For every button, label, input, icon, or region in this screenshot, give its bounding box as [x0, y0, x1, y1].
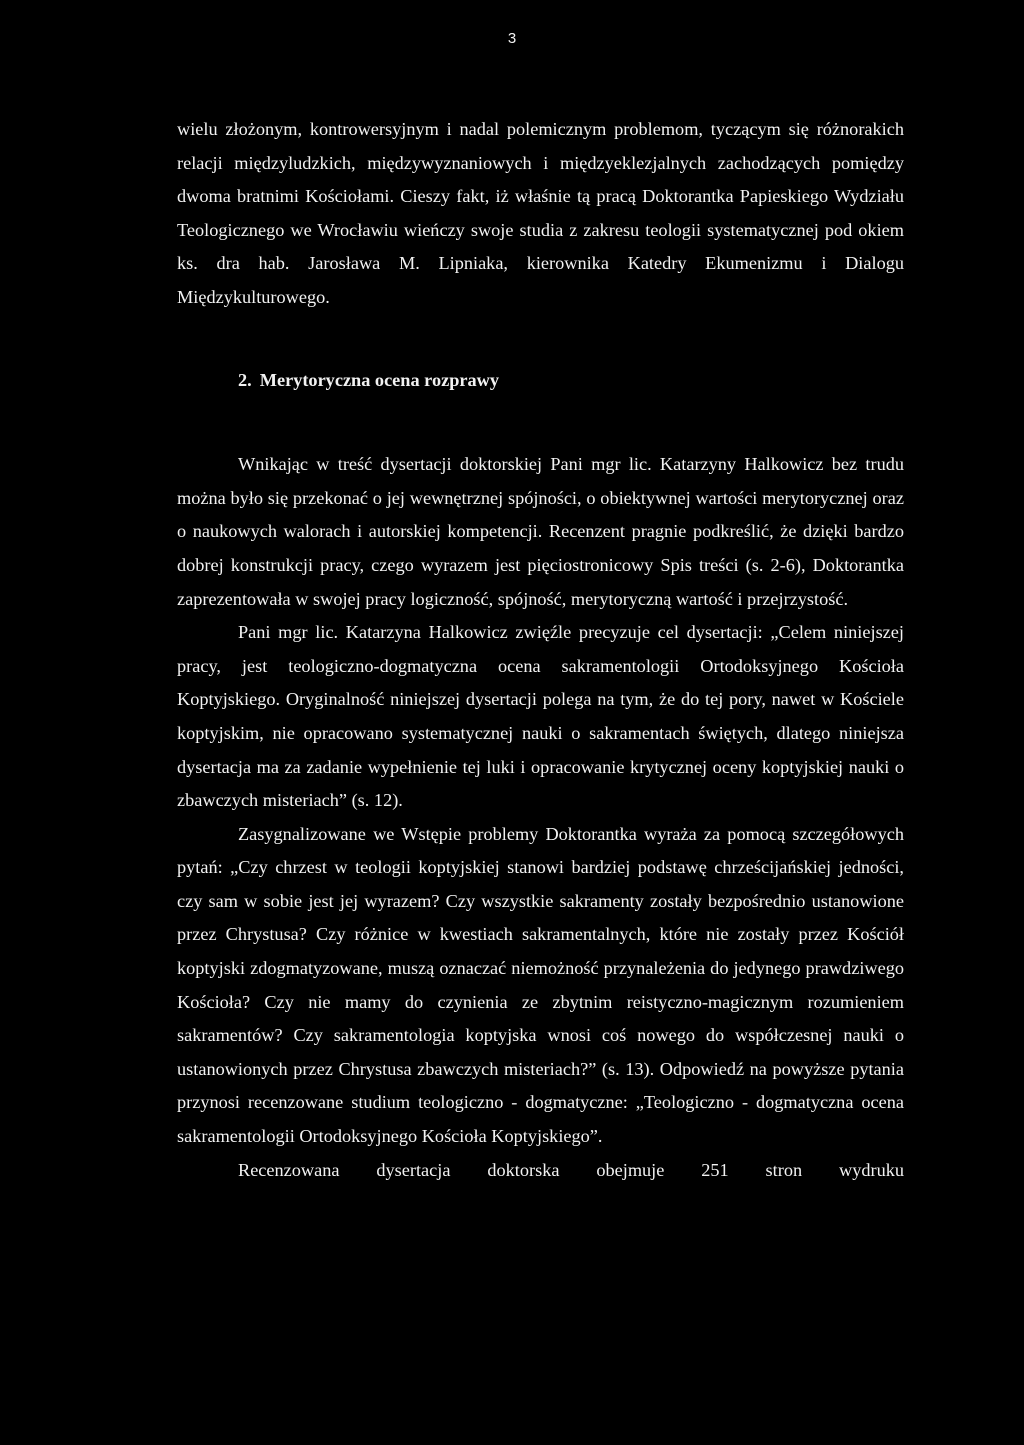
- intro-paragraph: wielu złożonym, kontrowersyjnym i nadal polemicznym problemom, tyczącym się różnorakich relacji międzyludzkich, międzywyznaniowych i międzyeklezjalnych zachodzących pomiędzy dwoma bratnimi Kościołami. Cieszy fakt, iż właśnie tą pracą Doktorantka Papieskiego Wydziału Teologicznego we Wrocławiu wieńczy swoje studia z zakresu teologii systematycznej pod okiem ks. dra hab. Jarosława M. Lipniaka, kierownika Katedry Ekumenizmu i Dialogu Międzykulturowego.: [177, 119, 904, 307]
- paragraph-dissertation-length: Recenzowana dysertacja doktorska obejmuje 251 stron wydruku: [238, 1159, 904, 1180]
- page-number: 3: [507, 30, 517, 47]
- section-title: Merytoryczna ocena rozprawy: [259, 369, 499, 390]
- spacer: [177, 397, 904, 448]
- paragraph-dissertation-review: Wnikając w treść dysertacji doktorskiej Pani mgr lic. Katarzyny Halkowicz bez trudu można było się przekonać o jej wewnętrznej spójności, o obiektywnej wartości merytorycznej oraz o naukowych walorach i autorskiej kompetencji. Recenzent pragnie podkreślić, że dzięki bardzo dobrej konstrukcji pracy, czego wyrazem jest pięciostronicowy Spis treści (s. 2-6), Doktorantka zaprezentowała w swojej pracy logiczność, spójność, merytoryczną wartość i przejrzystość.: [177, 454, 904, 609]
- paragraph-dissertation-goal: Pani mgr lic. Katarzyna Halkowicz zwięźle precyzuje cel dysertacji: „Celem niniejszej pracy, jest teologiczno-dogmatyczna ocena sakramentologii Ortodoksyjnego Kościoła Koptyjskiego. Oryginalność niniejszej dysertacji polega na tym, że do tej pory, nawet w Kościele koptyjskim, nie opracowano systematycznej nauki o sakramentach świętych, dlatego niniejsza dysertacja ma za zadanie wypełnienie tej luki i opracowanie krytycznej oceny koptyjskiej nauki o zbawczych misteriach” (s. 12).: [177, 622, 904, 811]
- section-number: 2.: [238, 369, 252, 390]
- section-heading: [177, 364, 904, 398]
- spacer: [177, 315, 904, 364]
- document-body: [177, 113, 904, 1187]
- paragraph-research-questions: Zasygnalizowane we Wstępie problemy Doktorantka wyraża za pomocą szczegółowych pytań: „Czy chrzest w teologii koptyjskiej stanowi bardziej podstawę chrześcijańskiej jedności, czy sam w sobie jest jej wyrazem? Czy wszystkie sakramenty zostały bezpośrednio ustanowione przez Chrystusa? Czy różnice w kwestiach sakramentalnych, które nie zostały przez Kościół koptyjski zdogmatyzowane, muszą oznaczać niemożność przynależenia do jedynego prawdziwego Kościoła? Czy nie mamy do czynienia ze zbytnim reistyczno-magicznym rozumieniem sakramentów? Czy sakramentologia koptyjska wnosi coś nowego do współczesnej nauki o ustanowionych przez Chrystusa zbawczych misteriach?” (s. 13). Odpowiedź na powyższe pytania przynosi recenzowane studium teologiczno - dogmatyczne: „Teologiczno - dogmatyczna ocena sakramentologii Ortodoksyjnego Kościoła Koptyjskiego”.: [177, 823, 904, 1147]
